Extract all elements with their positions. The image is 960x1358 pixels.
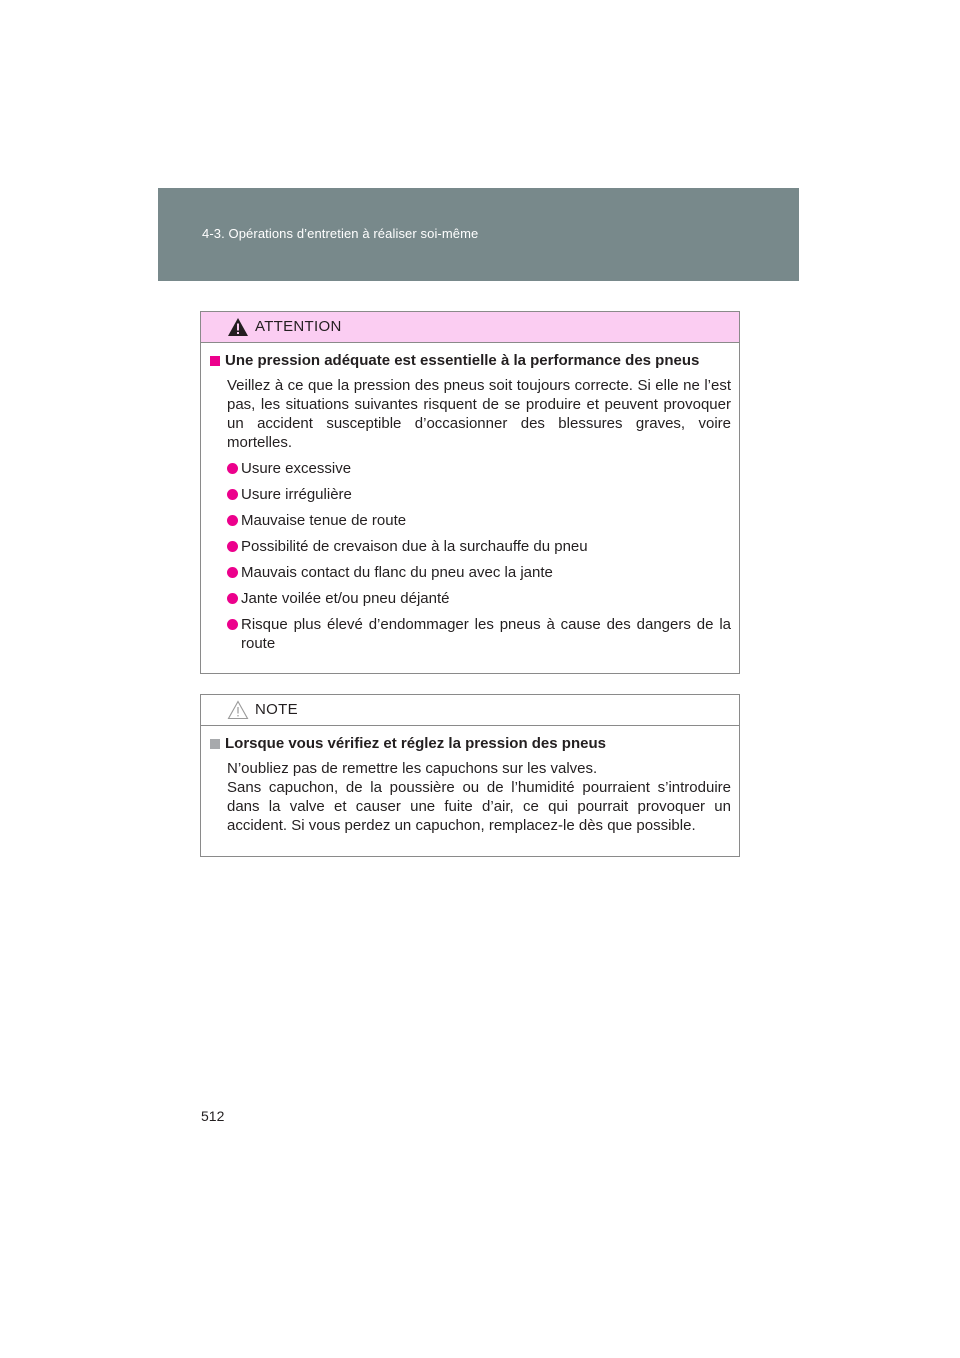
attention-heading: Une pression adéquate est essentielle à la performance des pneus [208,352,731,370]
attention-list [208,459,731,653]
list-item: Possibilité de crevaison due à la surchauffe du pneu [227,537,731,556]
attention-label: ATTENTION [255,318,342,335]
list-item: Mauvaise tenue de route [227,511,731,530]
attention-box [200,311,740,674]
note-line-2: Sans capuchon, de la poussière ou de l’humidité pourraient s’introduire dans la valve et causer une fuite d’air, ce qui pourrait provoquer un accident. Si vous perdez un capuchon, remplacez-le dès que possible. [227,779,731,834]
warning-triangle-icon [227,317,249,337]
list-item: Usure excessive [227,459,731,478]
dot-bullet-icon [227,593,238,604]
note-line-1: N’oubliez pas de remettre les capuchons sur les valves. [227,760,598,777]
note-label: NOTE [255,701,298,718]
dot-bullet-icon [227,515,238,526]
caution-triangle-icon [227,700,249,720]
attention-header [201,312,739,343]
note-text [227,759,731,835]
attention-intro: Veillez à ce que la pression des pneus soit toujours correcte. Si elle ne l’est pas, les situations suivantes risquent de se produire et peuvent provoquer un accident susceptible d’occasionner des blessures graves, voire mortelles. [227,377,731,451]
list-item: Usure irrégulière [227,485,731,504]
dot-bullet-icon [227,463,238,474]
square-bullet-icon [210,356,220,366]
page-number: 512 [201,1108,225,1124]
square-bullet-icon [210,739,220,749]
note-box [200,694,740,857]
chapter-header-band [158,188,799,281]
list-item: Risque plus élevé d’endommager les pneus à cause des dangers de la route [227,615,731,653]
note-heading: Lorsque vous vérifiez et réglez la pression des pneus [208,735,731,753]
list-item: Jante voilée et/ou pneu déjanté [227,589,731,608]
list-item: Mauvais contact du flanc du pneu avec la jante [227,563,731,582]
dot-bullet-icon [227,567,238,578]
dot-bullet-icon [227,619,238,630]
dot-bullet-icon [227,541,238,552]
note-header [201,695,739,726]
dot-bullet-icon [227,489,238,500]
section-title: 4-3. Opérations d’entretien à réaliser soi-même [202,226,479,241]
